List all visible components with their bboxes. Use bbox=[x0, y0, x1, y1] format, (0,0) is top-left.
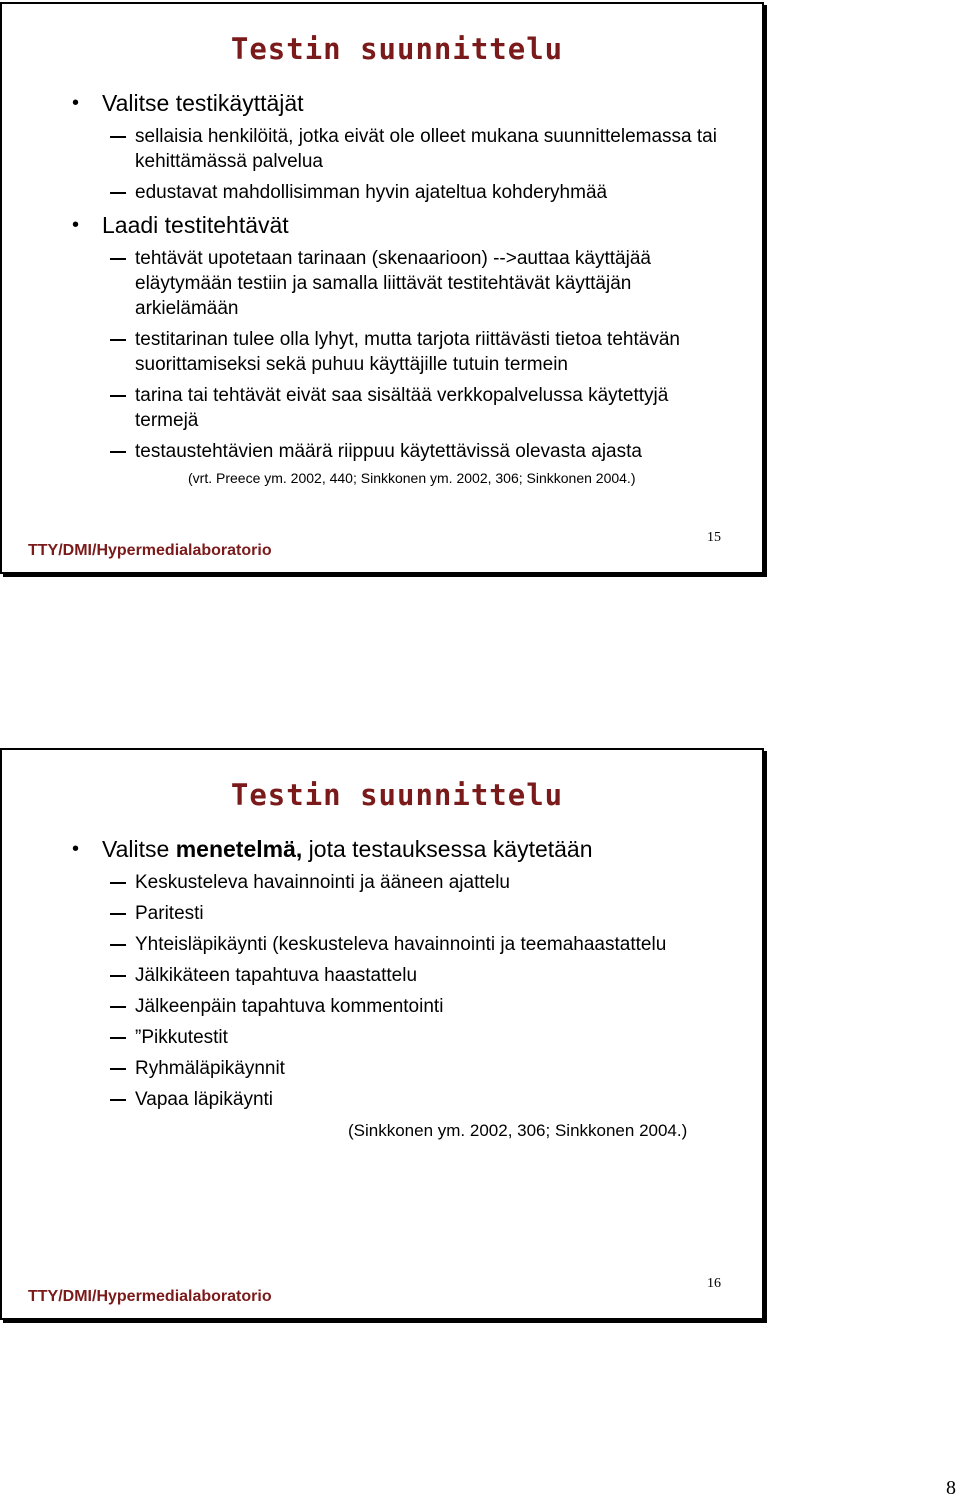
bullet-dot: • bbox=[72, 92, 80, 114]
dash-marker bbox=[110, 1006, 126, 1008]
sub-item-text: edustavat mahdollisimman hyvin ajateltua kohderyhmää bbox=[135, 182, 608, 203]
method-item bbox=[2, 1056, 762, 1081]
method-item bbox=[2, 1087, 762, 1112]
sub-item bbox=[2, 327, 762, 377]
method-item-text: ”Pikkutestit bbox=[135, 1027, 228, 1048]
citation: (Sinkkonen ym. 2002, 306; Sinkkonen 2004.) bbox=[348, 1121, 688, 1140]
method-item bbox=[2, 870, 762, 895]
sub-item-text: testaustehtävien määrä riippuu käytettävissä olevasta ajasta bbox=[135, 441, 642, 462]
dash-marker bbox=[110, 882, 126, 884]
bullet-dot: • bbox=[72, 838, 80, 860]
page-number: 8 bbox=[946, 1477, 956, 1499]
sub-item-text: testitarinan tulee olla lyhyt, mutta tarjota riittävästi tietoa tehtävän suorittamiseksi sekä puhuu käyttäjille tutuin termein bbox=[135, 329, 680, 375]
bullet-text-bold: menetelmä, bbox=[175, 836, 303, 862]
citation: (vrt. Preece ym. 2002, 440; Sinkkonen ym. 2002, 306; Sinkkonen 2004.) bbox=[188, 470, 636, 486]
method-item-text: Jälkeenpäin tapahtuva kommentointi bbox=[135, 996, 444, 1017]
sub-item bbox=[2, 246, 762, 321]
dash-marker bbox=[110, 1099, 126, 1101]
slide-number: 15 bbox=[707, 530, 721, 545]
bullet-select-method bbox=[2, 835, 762, 863]
dash-marker bbox=[110, 395, 126, 397]
method-item bbox=[2, 901, 762, 926]
dash-marker bbox=[110, 1037, 126, 1039]
sub-item bbox=[2, 383, 762, 433]
slide-content bbox=[2, 89, 762, 488]
slide-footer: TTY/DMI/Hypermedialaboratorio bbox=[28, 1288, 272, 1305]
sub-item-text: tarina tai tehtävät eivät saa sisältää verkkopalvelussa käytettyjä termejä bbox=[135, 385, 669, 431]
dash-marker bbox=[110, 1068, 126, 1070]
dash-marker bbox=[110, 258, 126, 260]
dash-marker bbox=[110, 339, 126, 341]
method-item bbox=[2, 963, 762, 988]
slide-content bbox=[2, 835, 762, 1142]
slide-title: Testin suunnittelu bbox=[230, 32, 564, 66]
sub-item bbox=[2, 439, 762, 464]
sub-item bbox=[2, 180, 762, 205]
dash-marker bbox=[110, 913, 126, 915]
slide-title: Testin suunnittelu bbox=[230, 778, 564, 812]
bullet-select-test-users bbox=[2, 89, 762, 117]
bullet-text: Valitse testikäyttäjät bbox=[102, 90, 304, 116]
bullet-text-suffix: jota testauksessa käytetään bbox=[302, 836, 593, 862]
slide-footer: TTY/DMI/Hypermedialaboratorio bbox=[28, 542, 272, 559]
dash-marker bbox=[110, 451, 126, 453]
bullet-text: Laadi testitehtävät bbox=[102, 212, 289, 238]
method-item bbox=[2, 932, 762, 957]
method-item bbox=[2, 1025, 762, 1050]
dash-marker bbox=[110, 192, 126, 194]
method-item-text: Keskusteleva havainnointi ja ääneen ajattelu bbox=[135, 872, 510, 893]
method-item-text: Vapaa läpikäynti bbox=[135, 1089, 274, 1110]
bullet-prepare-test-tasks bbox=[2, 211, 762, 239]
slide-number: 16 bbox=[707, 1276, 721, 1291]
sub-item bbox=[2, 124, 762, 174]
method-item bbox=[2, 994, 762, 1019]
method-item-text: Yhteisläpikäynti (keskusteleva havainnointi ja teemahaastattelu bbox=[135, 934, 667, 955]
bullet-dot: • bbox=[72, 214, 80, 236]
dash-marker bbox=[110, 975, 126, 977]
method-item-text: Paritesti bbox=[135, 903, 204, 924]
dash-marker bbox=[110, 944, 126, 946]
method-item-text: Jälkikäteen tapahtuva haastattelu bbox=[135, 965, 418, 986]
dash-marker bbox=[110, 136, 126, 138]
sub-item-text: sellaisia henkilöitä, jotka eivät ole olleet mukana suunnittelemassa tai kehittämässä palvelua bbox=[135, 126, 717, 172]
slide-15 bbox=[0, 2, 764, 574]
bullet-text-prefix: Valitse bbox=[102, 836, 176, 862]
sub-item-text: tehtävät upotetaan tarinaan (skenaarioon) -->auttaa käyttäjää eläytymään testiin ja samalla liittävät testitehtävät käyttäjän arkielämään bbox=[135, 248, 651, 319]
slide-16 bbox=[0, 748, 764, 1320]
method-item-text: Ryhmäläpikäynnit bbox=[135, 1058, 285, 1079]
